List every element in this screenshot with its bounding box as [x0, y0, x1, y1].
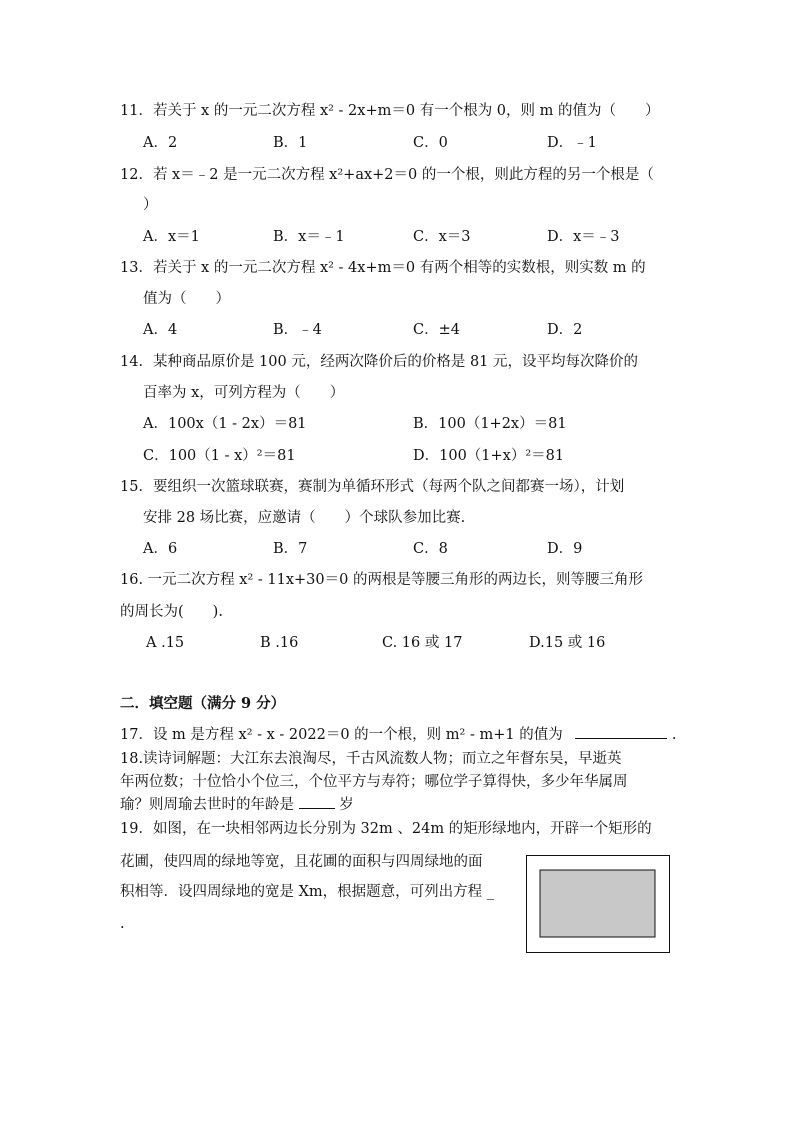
q11-option-a: A．2	[143, 135, 178, 151]
q11-stem: 11．若关于 x 的一元二次方程 x² - 2x+m＝0 有一个根为 0，则 m 的值为（ ）	[120, 103, 660, 119]
q13-option-a: A．4	[143, 322, 178, 338]
q16-stem-cont: 的周长为( ).	[120, 604, 223, 620]
q16-stem: 16. 一元二次方程 x² - 11x+30＝0 的两根是等腰三角形的两边长，则等腰三角形	[120, 572, 643, 588]
q13-option-d: D．2	[547, 322, 583, 338]
q16-option-a: A .15	[146, 635, 185, 651]
q17-stem	[120, 725, 677, 745]
q18-end: 岁	[339, 797, 354, 813]
q15-option-c: C．8	[413, 541, 448, 557]
q19-line-2: 花圃，使四周的绿地等宽，且花圃的面积与四周绿地的面	[120, 854, 483, 870]
q14-option-d: D．100（1+x）²＝81	[413, 448, 565, 464]
q15-option-d: D．9	[547, 541, 583, 557]
q13-option-b: B．﹣4	[273, 322, 322, 338]
q15-stem-cont: 安排 28 场比赛，应邀请（ ）个球队参加比赛.	[143, 510, 466, 526]
q16-option-c: C. 16 或 17	[382, 635, 463, 651]
q19-text: 积相等．设四周绿地的宽是 Xm，根据题意，可列出方程	[120, 884, 483, 900]
section-title: 二．填空题（满分 9 分）	[120, 695, 286, 712]
q13-stem-cont: 值为（ ）	[143, 291, 230, 307]
q18-line-3	[120, 795, 354, 815]
q17-answer-blank[interactable]	[575, 738, 667, 739]
q14-option-b: B．100（1+2x）＝81	[413, 416, 567, 432]
q12-option-a: A．x＝1	[143, 229, 200, 245]
q12-option-d: D．x＝﹣3	[547, 229, 620, 245]
q11-option-b: B．1	[273, 135, 308, 151]
q14-option-a: A．100x（1 - 2x）＝81	[143, 416, 307, 432]
q18-line-2: 年两位数；十位恰小个位三，个位平方与寿符；哪位学子算得快，多少年华属周	[120, 774, 628, 790]
q19-line-3	[120, 882, 494, 902]
q14-stem: 14．某种商品原价是 100 元，经两次降价后的价格是 81 元，设平均每次降价的	[120, 354, 639, 370]
garden-inner-rect	[540, 870, 655, 937]
q16-option-d: D.15 或 16	[529, 635, 606, 651]
q12-option-b: B．x＝﹣1	[273, 229, 345, 245]
q15-option-b: B．7	[273, 541, 308, 557]
q17-text: 17．设 m 是方程 x² - x - 2022＝0 的一个根，则 m² - m+1 的值为	[120, 727, 563, 743]
q11-option-c: C．0	[413, 135, 448, 151]
q14-option-c: C．100（1 - x）²＝81	[143, 448, 296, 464]
q17-end: .	[671, 727, 677, 743]
q18-text: 瑜？则周瑜去世时的年龄是	[120, 797, 294, 813]
q18-answer-blank[interactable]	[299, 808, 335, 809]
q13-stem: 13．若关于 x 的一元二次方程 x² - 4x+m＝0 有两个相等的实数根，则实数 m 的	[120, 260, 646, 276]
q12-stem: 12．若 x＝﹣2 是一元二次方程 x²+ax+2＝0 的一个根，则此方程的另一个根是（	[120, 167, 654, 183]
q18-line-1: 18.读诗词解题：大江东去浪淘尽，千古风流数人物；而立之年督东吴，早逝英	[120, 751, 622, 767]
q19-line-4: .	[120, 916, 125, 932]
q19-line-1: 19．如图，在一块相邻两边长分别为 32m 、24m 的矩形绿地内，开辟一个矩形的	[120, 821, 652, 837]
q19-blank-mark[interactable]: _	[486, 884, 495, 900]
q12-option-c: C．x＝3	[413, 229, 471, 245]
q12-stem-cont: ）	[143, 197, 158, 213]
q15-stem: 15．要组织一次篮球联赛，赛制为单循环形式（每两个队之间都赛一场），计划	[120, 479, 625, 495]
q16-option-b: B .16	[260, 635, 299, 651]
q13-option-c: C．±4	[413, 322, 460, 338]
q14-stem-cont: 百率为 x，可列方程为（ ）	[143, 385, 345, 401]
q11-option-d: D．﹣1	[547, 135, 597, 151]
q15-option-a: A．6	[143, 541, 178, 557]
garden-figure	[526, 855, 670, 953]
